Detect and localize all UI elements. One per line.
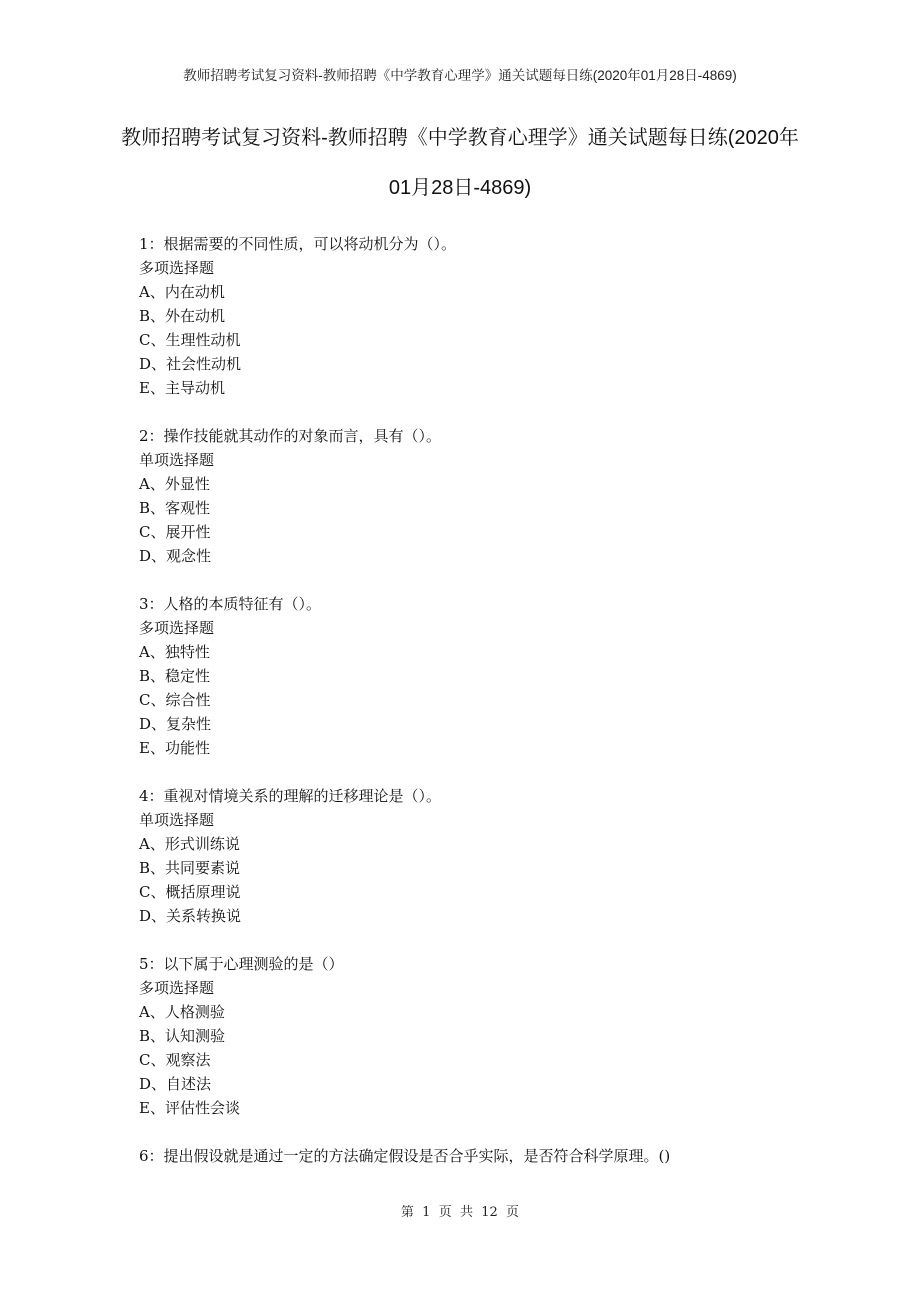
question-stem: 1：根据需要的不同性质，可以将动机分为（）。 <box>139 235 457 253</box>
question-list <box>139 232 799 1192</box>
question-1 <box>139 232 799 400</box>
option-b: B、外在动机 <box>139 307 226 325</box>
option-d: D、观念性 <box>139 547 212 565</box>
question-6 <box>139 1144 799 1168</box>
option-e: E、主导动机 <box>139 379 225 397</box>
question-stem: 2：操作技能就其动作的对象而言，具有（）。 <box>139 427 442 445</box>
question-5 <box>139 952 799 1120</box>
option-c: C、生理性动机 <box>139 331 241 349</box>
question-2 <box>139 424 799 568</box>
question-stem: 4：重视对情境关系的理解的迁移理论是（）。 <box>139 787 442 805</box>
option-c: C、展开性 <box>139 523 211 541</box>
option-a: A、独特性 <box>139 643 210 661</box>
document-title-line-1: 教师招聘考试复习资料-教师招聘《中学教育心理学》通关试题每日练(2020年 <box>121 127 799 149</box>
option-d: D、自述法 <box>139 1075 212 1093</box>
question-type: 单项选择题 <box>139 451 215 469</box>
page-footer: 第 1 页 共 12 页 <box>400 1205 520 1220</box>
option-c: C、综合性 <box>139 691 211 709</box>
option-a: A、内在动机 <box>139 283 225 301</box>
option-a: A、人格测验 <box>139 1003 225 1021</box>
question-type: 单项选择题 <box>139 811 215 829</box>
question-4 <box>139 784 799 928</box>
option-c: C、概括原理说 <box>139 883 241 901</box>
option-d: D、复杂性 <box>139 715 212 733</box>
option-a: A、形式训练说 <box>139 835 240 853</box>
option-b: B、认知测验 <box>139 1027 226 1045</box>
question-3 <box>139 592 799 760</box>
option-b: B、稳定性 <box>139 667 211 685</box>
option-d: D、社会性动机 <box>139 355 242 373</box>
question-type: 多项选择题 <box>139 619 215 637</box>
option-b: B、客观性 <box>139 499 211 517</box>
document-title-line-2: 01月28日-4869) <box>388 177 532 199</box>
running-header: 教师招聘考试复习资料-教师招聘《中学教育心理学》通关试题每日练(2020年01月28日-4869) <box>183 68 737 83</box>
question-stem: 5：以下属于心理测验的是（） <box>139 955 344 973</box>
option-c: C、观察法 <box>139 1051 211 1069</box>
option-b: B、共同要素说 <box>139 859 241 877</box>
option-e: E、功能性 <box>139 739 210 757</box>
option-e: E、评估性会谈 <box>139 1099 240 1117</box>
option-d: D、关系转换说 <box>139 907 242 925</box>
question-stem: 6：提出假设就是通过一定的方法确定假设是否合乎实际，是否符合科学原理。() <box>139 1147 671 1165</box>
question-type: 多项选择题 <box>139 259 215 277</box>
question-type: 多项选择题 <box>139 979 215 997</box>
option-a: A、外显性 <box>139 475 210 493</box>
question-stem: 3：人格的本质特征有（）。 <box>139 595 322 613</box>
